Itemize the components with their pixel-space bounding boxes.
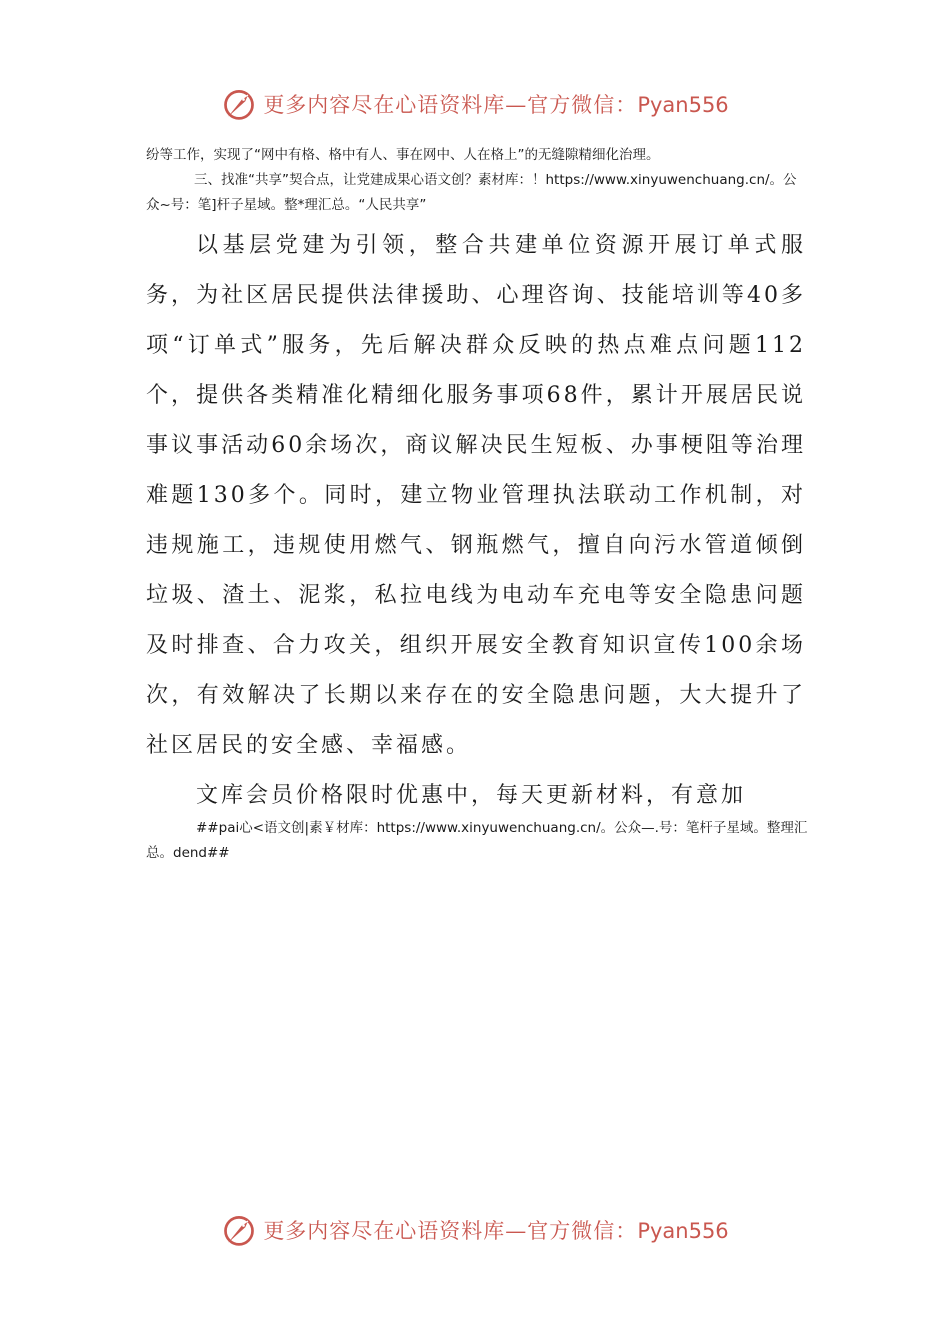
footer-line: ##pai心<语文创|素￥材库：https://www.xinyuwenchuang.cn/。公众—.号：笔杆子星域。整理汇总。dend## — [146, 820, 808, 861]
footer-banner — [0, 1208, 950, 1252]
body-paragraph-1: 以基层党建为引领，整合共建单位资源开展订单式服务，为社区居民提供法律援助、心理咨询、技能培训等40多项“订单式”服务，先后解决群众反映的热点难点问题112个，提供各类精准化精细化服务事项68件，累计开展居民说事议事活动60余场次，商议解决民生短板、办事梗阻等治理难题130多个。同时，建立物业管理执法联动工作机制，对违规施工，违规使用燃气、钢瓶燃气，擅自向污水管道倾倒垃圾、渣土、泥浆，私拉电线为电动车充电等安全隐患问题及时排查、合力攻关，组织开展安全教育知识宣传100余场次，有效解决了长期以来存在的安全隐患问题，大大提升了社区居民的安全感、幸福感。 — [146, 233, 806, 758]
header-notes — [146, 143, 810, 218]
pen-nib-logo-icon — [221, 86, 257, 122]
header-line-2: 三、找准“共享”契合点，让党建成果心语文创？素材库：！https://www.xinyuwenchuang.cn/。公众~号：笔]杆子星域。整*理汇总。“人民共享” — [146, 172, 797, 213]
banner-wechat-id: Pyan556 — [637, 1219, 729, 1243]
header-line-1: 纷等工作，实现了“网中有格、格中有人、事在网中、人在格上”的无缝隙精细化治理。 — [146, 147, 660, 163]
footer-notes — [146, 816, 810, 866]
banner-text: 更多内容尽在心语资料库—官方微信：Pyan556 — [263, 1219, 729, 1243]
banner-text: 更多内容尽在心语资料库—官方微信：Pyan556 — [263, 93, 729, 117]
pen-nib-logo-icon — [221, 1212, 257, 1248]
banner-wechat-id: Pyan556 — [637, 93, 729, 117]
main-body — [146, 221, 806, 821]
body-paragraph-2: 文库会员价格限时优惠中，每天更新材料，有意加 — [196, 783, 747, 808]
header-banner — [0, 82, 950, 126]
